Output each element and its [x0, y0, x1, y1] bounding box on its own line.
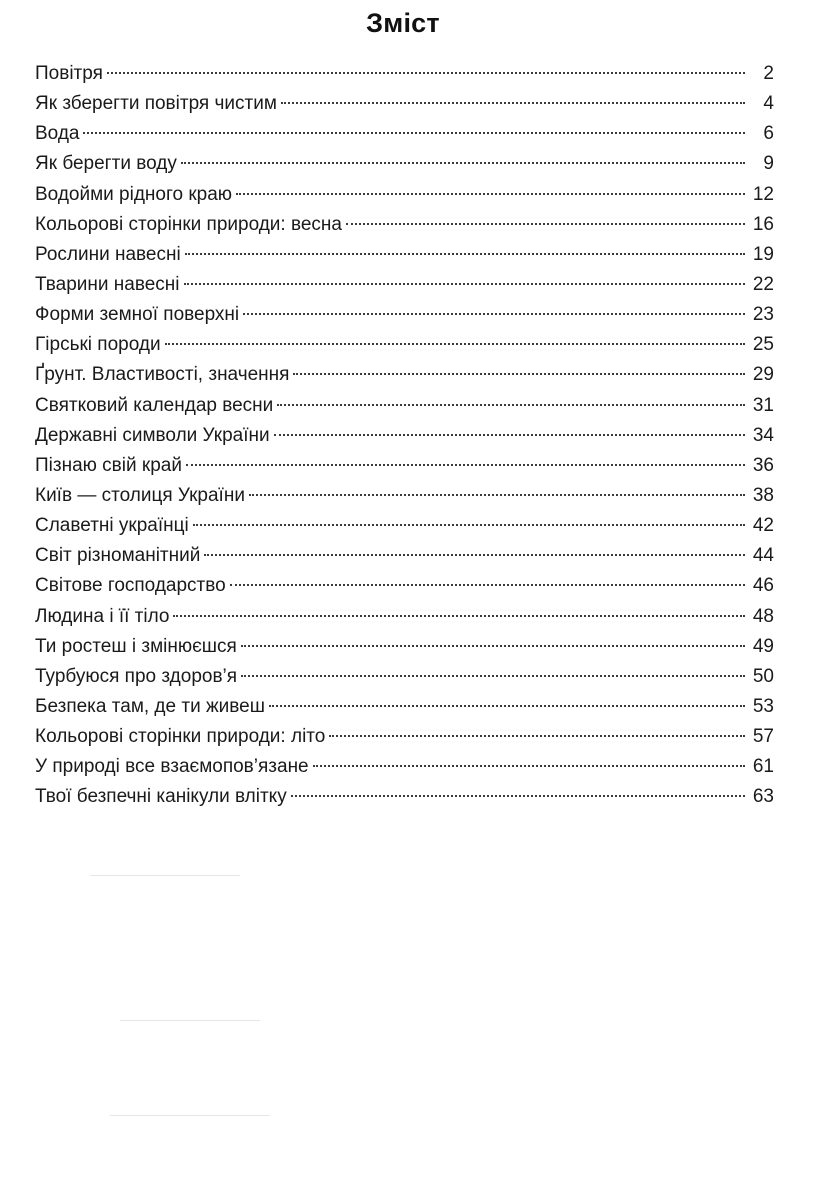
- toc-entry-page-number: 22: [752, 273, 774, 295]
- toc-entry: [35, 149, 774, 179]
- dot-leader: [230, 584, 745, 586]
- dot-leader: [281, 102, 745, 104]
- dot-leader: [185, 253, 745, 255]
- toc-entry-title: Гірські породи: [35, 334, 161, 356]
- toc-entry-title: Повітря: [35, 63, 103, 84]
- toc-entry: [35, 662, 774, 692]
- toc-entry-title: Як берегти воду: [35, 153, 177, 175]
- toc-entry-page-number: 42: [752, 515, 774, 537]
- toc-entry: [35, 59, 774, 89]
- toc-entry-title: Пізнаю свій край: [35, 454, 182, 476]
- dot-leader: [107, 72, 745, 74]
- toc-entry-page-number: 36: [752, 454, 774, 476]
- toc-entry-title: Ти ростеш і змінюєшся: [35, 635, 237, 657]
- toc-entry: [35, 632, 774, 662]
- toc-entry: [35, 421, 774, 451]
- toc-entry-page-number: 9: [763, 153, 774, 175]
- toc-entry-page-number: 57: [752, 726, 774, 748]
- toc-entry: [35, 481, 774, 511]
- toc-entry-page-number: 49: [752, 635, 774, 657]
- dot-leader: [184, 283, 745, 285]
- toc-entry: [35, 511, 774, 541]
- toc-entry-title: Державні символи України: [35, 424, 270, 446]
- toc-entry: [35, 210, 774, 240]
- toc-entry-title: Рослини навесні: [35, 243, 181, 265]
- dot-leader: [241, 645, 745, 647]
- toc-entry-page-number: 31: [752, 394, 774, 416]
- dot-leader: [204, 554, 745, 556]
- toc-entry-title: Безпека там, де ти живеш: [35, 695, 265, 717]
- toc-entry-title: Водойми рідного краю: [35, 183, 233, 205]
- toc-entry-title: Вода: [35, 123, 80, 145]
- toc-entry-page-number: 25: [752, 334, 774, 356]
- dot-leader: [274, 434, 745, 436]
- dot-leader: [346, 223, 745, 225]
- toc-entry: [35, 571, 774, 601]
- toc-entry-page-number: 63: [752, 786, 774, 808]
- toc-entry: [35, 240, 774, 270]
- toc-entry: [35, 782, 774, 812]
- dot-leader: [313, 765, 745, 767]
- toc-entry: [35, 180, 774, 210]
- toc-entry: [35, 602, 774, 632]
- dot-leader: [83, 132, 745, 134]
- toc-entry: [35, 722, 774, 752]
- toc-entry-page-number: 2: [763, 63, 774, 84]
- toc-entry-title: Київ — столиця України: [35, 484, 245, 506]
- scan-artifact-line: [120, 1020, 260, 1021]
- dot-leader: [277, 404, 745, 406]
- toc-entry-page-number: 48: [752, 605, 774, 627]
- dot-leader: [291, 795, 745, 797]
- toc-entry-page-number: 6: [763, 123, 774, 145]
- toc-entry: [35, 692, 774, 722]
- toc-entry-title: Як зберегти повітря чистим: [35, 93, 277, 115]
- dot-leader: [181, 162, 745, 164]
- toc-entry-title: Людина і її тіло: [35, 605, 170, 627]
- toc-entry-page-number: 53: [752, 695, 774, 717]
- toc-entry: [35, 360, 774, 390]
- toc-entry-page-number: 34: [752, 424, 774, 446]
- dot-leader: [329, 735, 745, 737]
- toc-entry-title: Славетні українці: [35, 515, 189, 537]
- toc-entry-page-number: 16: [752, 213, 774, 235]
- page-title: Зміст: [366, 8, 440, 38]
- toc-entry-page-number: 50: [752, 665, 774, 687]
- dot-leader: [269, 705, 745, 707]
- toc-entry-title: У природі все взаємопов’язане: [35, 756, 309, 778]
- toc-entry-title: Кольорові сторінки природи: літо: [35, 726, 326, 748]
- toc-entry-title: Твої безпечні канікули влітку: [35, 786, 287, 808]
- toc-entry: [35, 391, 774, 421]
- dot-leader: [173, 615, 745, 617]
- toc-entry: [35, 89, 774, 119]
- toc-entry-page-number: 23: [752, 304, 774, 326]
- toc-list: [35, 59, 774, 813]
- dot-leader: [293, 373, 745, 375]
- toc-entry-page-number: 4: [763, 93, 774, 115]
- dot-leader: [186, 464, 745, 466]
- toc-entry: [35, 119, 774, 149]
- toc-entry-title: Кольорові сторінки природи: весна: [35, 213, 342, 235]
- toc-entry: [35, 451, 774, 481]
- toc-entry-page-number: 61: [752, 756, 774, 778]
- toc-entry-title: Тварини навесні: [35, 273, 180, 295]
- dot-leader: [193, 524, 745, 526]
- dot-leader: [236, 193, 745, 195]
- toc-entry-page-number: 46: [752, 575, 774, 597]
- toc-entry-page-number: 38: [752, 484, 774, 506]
- toc-entry: [35, 330, 774, 360]
- toc-entry: [35, 752, 774, 782]
- toc-entry-page-number: 19: [752, 243, 774, 265]
- scan-artifact-line: [90, 875, 240, 876]
- toc-entry-page-number: 44: [752, 545, 774, 567]
- toc-entry: [35, 270, 774, 300]
- toc-entry-page-number: 29: [752, 364, 774, 386]
- dot-leader: [249, 494, 745, 496]
- toc-entry: [35, 541, 774, 571]
- toc-entry: [35, 300, 774, 330]
- toc-entry-page-number: 12: [752, 183, 774, 205]
- toc-entry-title: Турбуюся про здоров’я: [35, 665, 238, 687]
- toc-entry-title: Ґрунт. Властивості, значення: [35, 364, 290, 386]
- dot-leader: [165, 343, 745, 345]
- dot-leader: [241, 675, 745, 677]
- dot-leader: [243, 313, 745, 315]
- toc-entry-title: Світ різноманітний: [35, 545, 201, 567]
- toc-entry-title: Світове господарство: [35, 575, 226, 597]
- toc-entry-title: Форми земної поверхні: [35, 304, 240, 326]
- toc-entry-title: Святковий календар весни: [35, 394, 274, 416]
- scan-artifact-line: [110, 1115, 270, 1116]
